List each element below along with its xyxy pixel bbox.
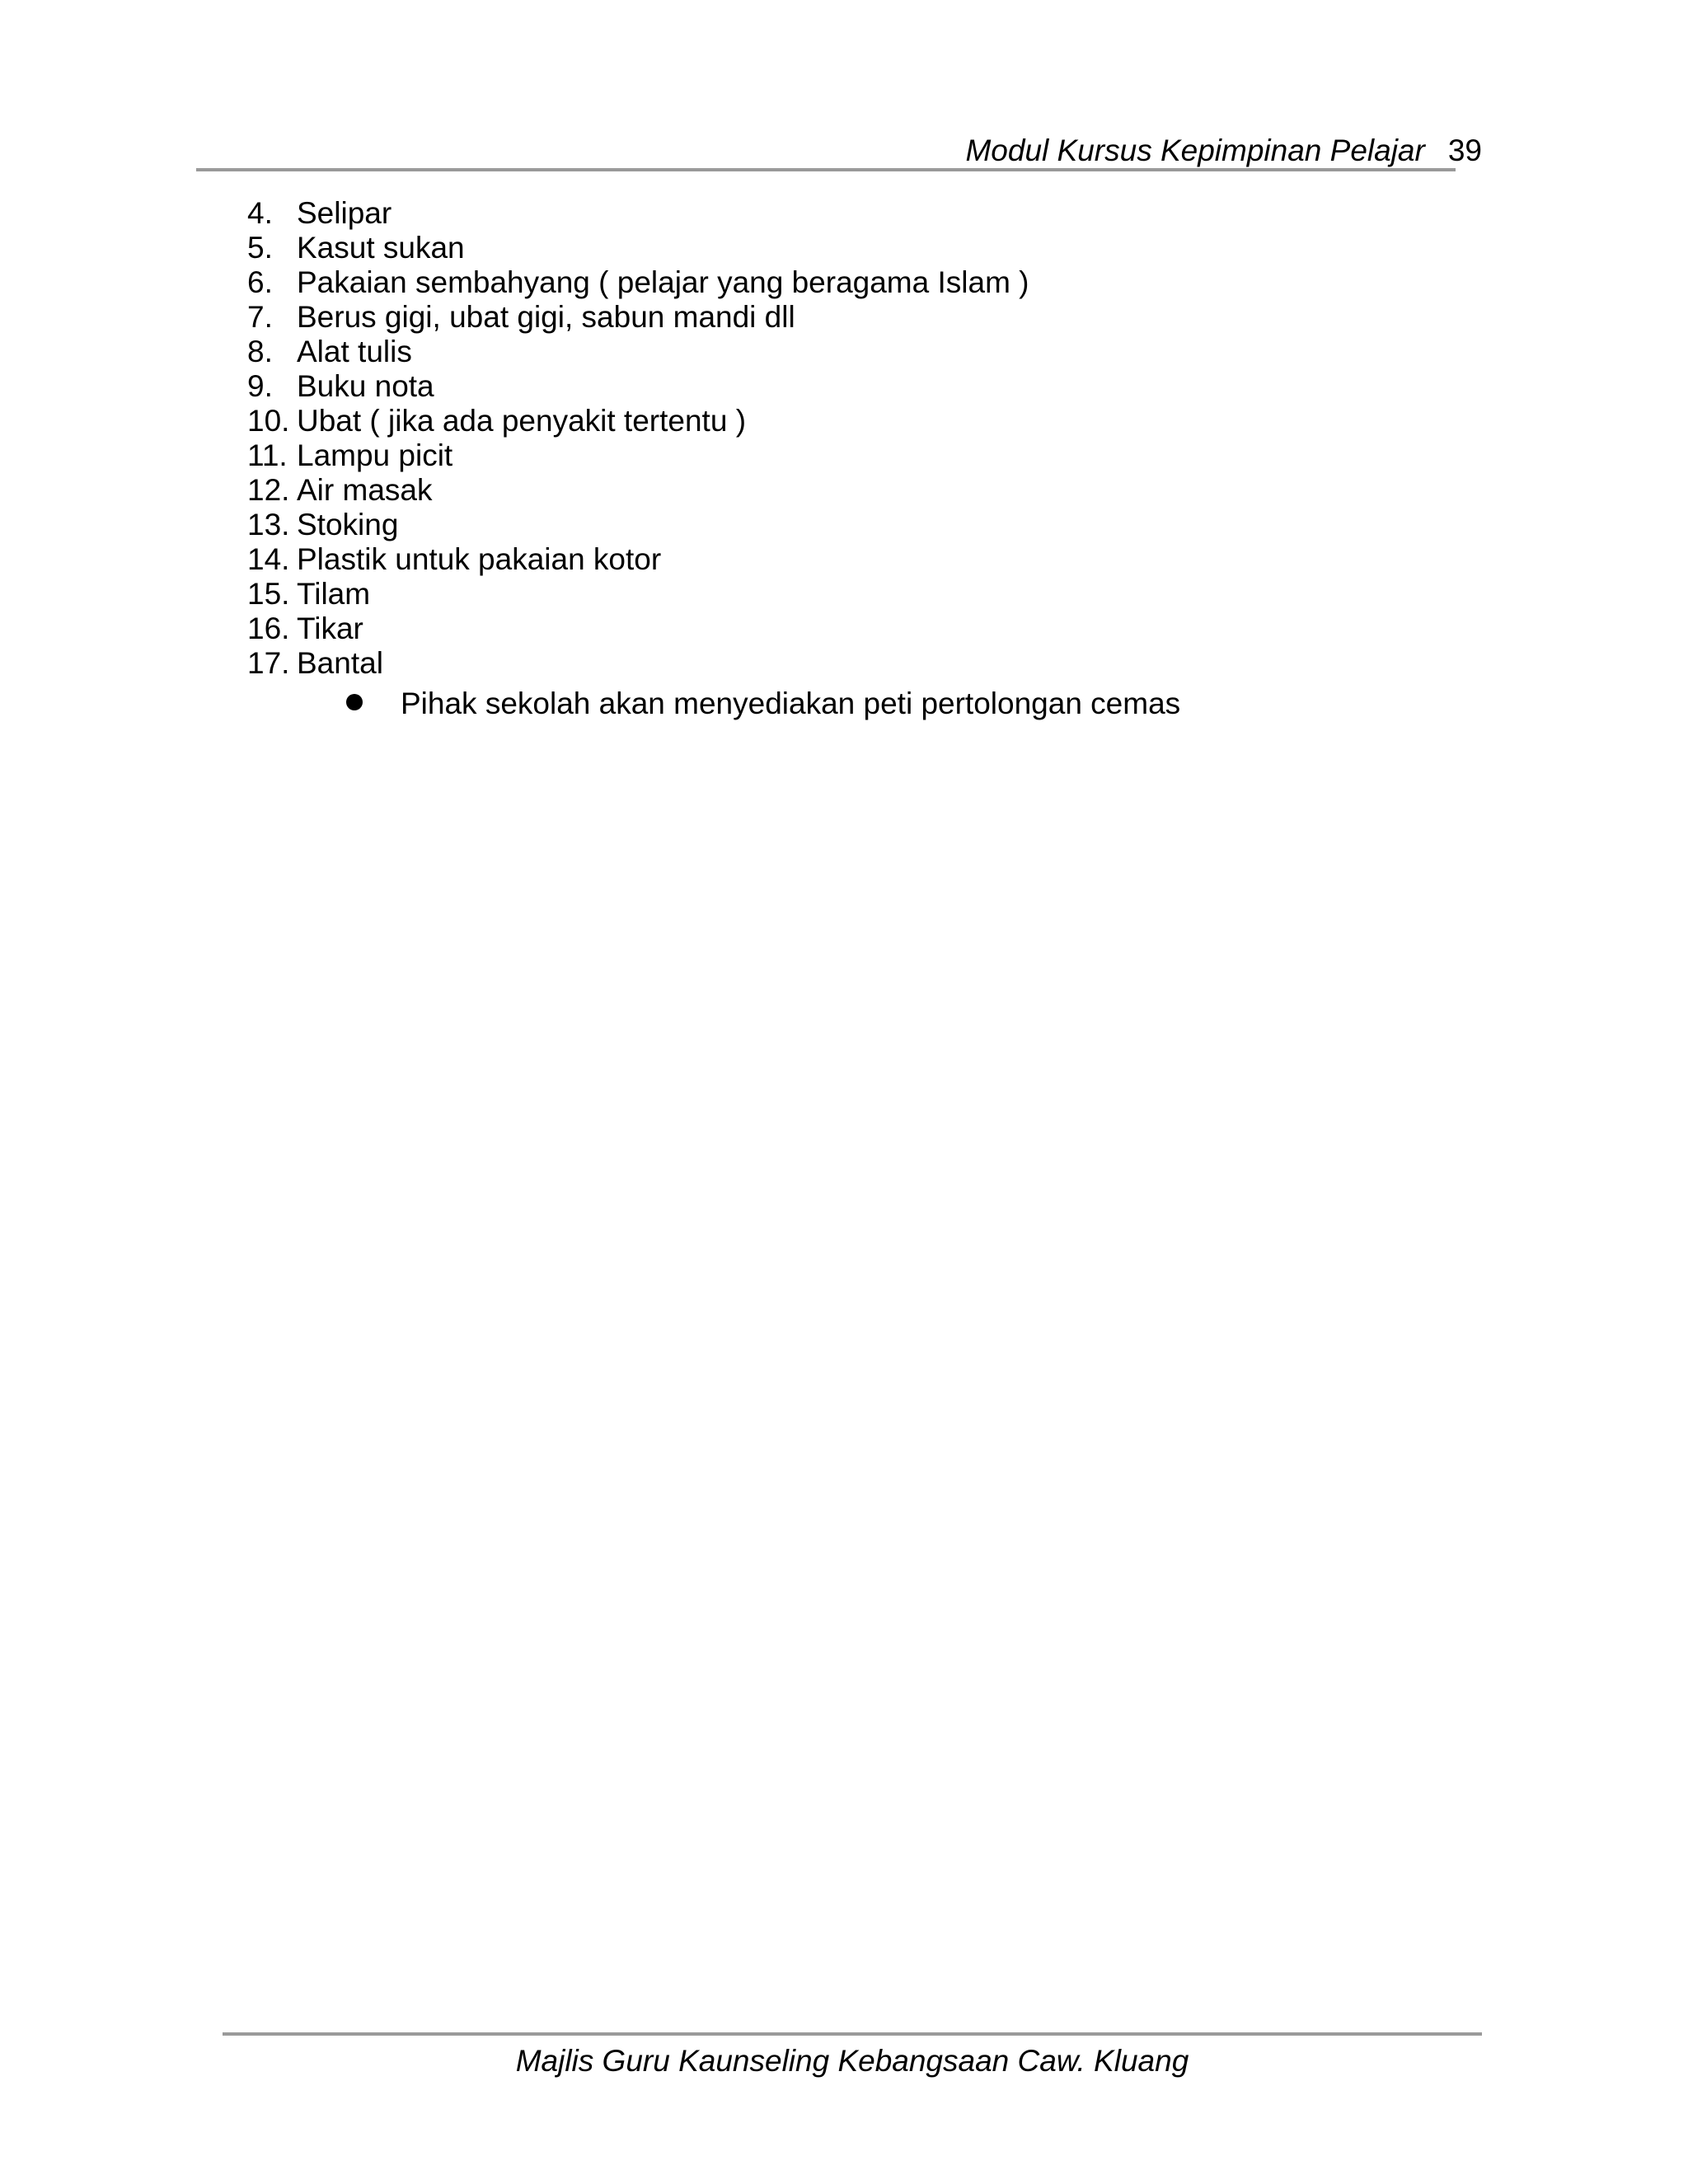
list-item-text: Tilam: [297, 577, 371, 611]
list-item-text: Plastik untuk pakaian kotor: [297, 542, 662, 576]
page-number: 39: [1447, 134, 1482, 167]
item-list: [247, 196, 1029, 681]
list-item-number: 17.: [247, 646, 290, 680]
list-item-number: 16.: [247, 612, 290, 645]
list-item-text: Berus gigi, ubat gigi, sabun mandi dll: [297, 300, 795, 334]
list-item-number: 5.: [247, 231, 273, 265]
bullet-note: [346, 685, 1180, 723]
list-item-number: 10.: [247, 404, 290, 438]
list-item: [247, 335, 1029, 369]
header-line: [965, 132, 1482, 170]
list-item-number: 12.: [247, 473, 290, 507]
list-item-text: Tikar: [297, 612, 363, 645]
list-item: [247, 577, 1029, 612]
list-item: [247, 646, 1029, 681]
list-item-number: 6.: [247, 265, 273, 299]
page-header: [196, 132, 1482, 173]
list-item-text: Buku nota: [297, 369, 434, 403]
footer-divider: [223, 2032, 1482, 2036]
list-item: [247, 404, 1029, 438]
list-item: [247, 231, 1029, 265]
list-item-text: Kasut sukan: [297, 231, 465, 265]
list-item: [247, 265, 1029, 300]
list-item-text: Lampu picit: [297, 438, 453, 472]
list-item: [247, 369, 1029, 404]
list-item-text: Pakaian sembahyang ( pelajar yang beragama Islam ): [297, 265, 1029, 299]
bullet-note-text: Pihak sekolah akan menyediakan peti pertolongan cemas: [401, 687, 1181, 720]
list-item-text: Air masak: [297, 473, 433, 507]
list-item: [247, 196, 1029, 231]
list-item-text: Ubat ( jika ada penyakit tertentu ): [297, 404, 747, 438]
list-item-number: 11.: [247, 438, 288, 472]
list-item: [247, 473, 1029, 508]
list-item: [247, 438, 1029, 473]
list-item: [247, 508, 1029, 542]
list-item: [247, 612, 1029, 646]
bullet-dot-icon: [346, 694, 363, 710]
list-item-number: 14.: [247, 542, 290, 576]
list-item-number: 13.: [247, 508, 290, 541]
list-item-number: 4.: [247, 196, 273, 230]
header-divider: [196, 168, 1456, 171]
list-item: [247, 300, 1029, 335]
list-item-text: Alat tulis: [297, 335, 412, 368]
list-item-number: 8.: [247, 335, 273, 368]
page-footer: Majlis Guru Kaunseling Kebangsaan Caw. Kluang: [515, 2044, 1189, 2078]
list-item-text: Selipar: [297, 196, 392, 230]
list-item: [247, 542, 1029, 577]
list-item-number: 9.: [247, 369, 273, 403]
list-item-text: Bantal: [297, 646, 383, 680]
list-item-number: 15.: [247, 577, 290, 611]
list-item-text: Stoking: [297, 508, 399, 541]
header-title: Modul Kursus Kepimpinan Pelajar: [965, 134, 1425, 167]
list-item-number: 7.: [247, 300, 273, 334]
